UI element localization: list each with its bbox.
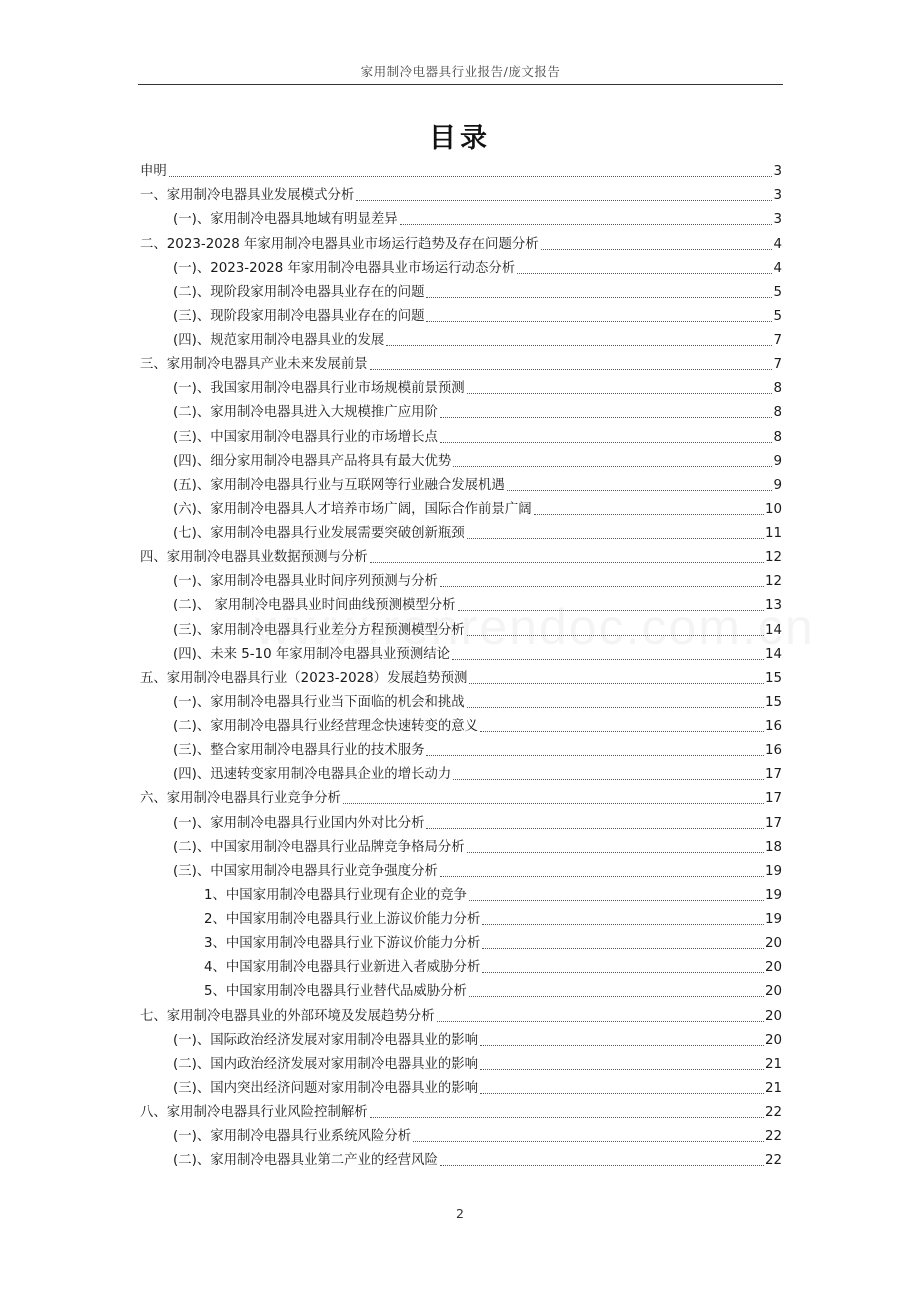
- dot-leader: [480, 731, 764, 732]
- toc-entry[interactable]: [140, 519, 782, 543]
- toc-entry-title: (三)、整合家用制冷电器具行业的技术服务: [173, 743, 425, 759]
- toc-entry-title: 六、家用制冷电器具行业竞争分析: [140, 791, 341, 807]
- toc-entry[interactable]: [140, 205, 782, 229]
- toc-entry-page: 19: [764, 887, 782, 903]
- dot-leader: [480, 1093, 764, 1094]
- toc-entry[interactable]: [140, 881, 782, 905]
- dot-leader: [467, 707, 764, 708]
- toc-entry-page: 19: [764, 912, 782, 927]
- toc-entry[interactable]: [140, 953, 782, 977]
- toc-entry[interactable]: [140, 302, 782, 326]
- toc-entry[interactable]: [140, 1122, 782, 1146]
- toc-entry-page: 20: [764, 1008, 782, 1024]
- toc-entry[interactable]: [140, 736, 782, 760]
- toc-entry[interactable]: [140, 760, 782, 784]
- dot-leader: [169, 176, 773, 177]
- toc-entry-page: 17: [764, 767, 782, 783]
- toc-entry-page: 11: [764, 526, 782, 541]
- dot-leader: [469, 683, 764, 684]
- toc-entry-title: (一)、国际政治经济发展对家用制冷电器具业的影响: [173, 1032, 479, 1048]
- toc-entry-title: (三)、现阶段家用制冷电器具业存在的问题: [173, 308, 425, 324]
- dot-leader: [534, 514, 764, 515]
- dot-leader: [426, 297, 772, 298]
- toc-entry[interactable]: [140, 857, 782, 881]
- toc-entry-page: 10: [764, 501, 782, 517]
- toc-entry-page: 15: [764, 670, 782, 686]
- toc-entry-title: (二)、中国家用制冷电器具行业品牌竞争格局分析: [173, 839, 465, 855]
- toc-entry-page: 4: [773, 236, 782, 252]
- toc-entry-title: (二)、家用制冷电器具业第二产业的经营风险: [173, 1153, 438, 1169]
- toc-entry-page: 20: [764, 1032, 782, 1048]
- toc-entry-page: 12: [764, 574, 782, 590]
- toc-entry-title: (七)、家用制冷电器具行业发展需要突破创新瓶颈: [173, 526, 465, 541]
- toc-entry-title: 五、家用制冷电器具行业（2023-2028）发展趋势预测: [140, 670, 468, 686]
- toc-entry-title: (一)、家用制冷电器具行业国内外对比分析: [173, 815, 425, 831]
- toc-entry[interactable]: [140, 278, 782, 302]
- toc-entry[interactable]: [140, 543, 782, 567]
- toc-entry-title: 1、中国家用制冷电器具行业现有企业的竞争: [204, 887, 467, 903]
- toc-entry[interactable]: [140, 929, 782, 953]
- toc-entry[interactable]: [140, 905, 782, 929]
- toc-entry[interactable]: [140, 181, 782, 205]
- dot-leader: [541, 249, 773, 250]
- toc-entry-title: 八、家用制冷电器具行业风险控制解析: [140, 1105, 368, 1120]
- toc-entry[interactable]: [140, 447, 782, 471]
- dot-leader: [440, 417, 773, 418]
- dot-leader: [453, 466, 772, 467]
- toc-entry-page: 21: [764, 1080, 782, 1096]
- dot-leader: [370, 1117, 764, 1118]
- toc-entry-page: 20: [764, 936, 782, 952]
- dot-leader: [440, 1165, 764, 1166]
- toc-entry[interactable]: [140, 1074, 782, 1098]
- toc-entry-title: 2、中国家用制冷电器具行业上游议价能力分析: [204, 912, 481, 927]
- dot-leader: [469, 900, 764, 901]
- dot-leader: [480, 1045, 764, 1046]
- dot-leader: [440, 876, 764, 877]
- toc-entry-page: 9: [773, 453, 782, 469]
- toc-entry[interactable]: [140, 712, 782, 736]
- toc-entry-page: 5: [773, 284, 782, 300]
- toc-entry-title: (一)、家用制冷电器具行业当下面临的机会和挑战: [173, 694, 465, 710]
- dot-leader: [343, 803, 764, 804]
- dot-leader: [482, 948, 764, 949]
- toc-entry[interactable]: [140, 1098, 782, 1122]
- dot-leader: [480, 1069, 764, 1070]
- toc-entry-page: 17: [764, 791, 782, 807]
- dot-leader: [356, 200, 772, 201]
- toc-entry-page: 22: [764, 1153, 782, 1169]
- toc-entry-title: (二)、 家用制冷电器具业时间曲线预测模型分析: [173, 598, 456, 614]
- toc-entry-title: (五)、家用制冷电器具行业与互联网等行业融合发展机遇: [173, 477, 505, 493]
- toc-entry-title: (三)、国内突出经济问题对家用制冷电器具业的影响: [173, 1080, 479, 1096]
- toc-entry[interactable]: [140, 254, 782, 278]
- toc-entry-page: 9: [773, 477, 782, 493]
- dot-leader: [482, 924, 764, 925]
- watermark: [255, 598, 815, 656]
- toc-entry[interactable]: [140, 784, 782, 808]
- toc-entry-title: (四)、规范家用制冷电器具业的发展: [173, 333, 385, 348]
- toc-entry-title: (三)、中国家用制冷电器具行业的市场增长点: [173, 429, 438, 445]
- dot-leader: [386, 345, 772, 346]
- toc-entry-title: (四)、未来 5-10 年家用制冷电器具业预测结论: [173, 646, 450, 662]
- toc-entry-page: 15: [764, 694, 782, 710]
- toc-entry-title: (二)、现阶段家用制冷电器具业存在的问题: [173, 284, 425, 300]
- toc-entry-page: 3: [773, 212, 782, 228]
- toc-entry-page: 20: [764, 960, 782, 976]
- toc-entry-page: 19: [764, 863, 782, 879]
- toc-entry-page: 14: [764, 622, 782, 638]
- toc-entry[interactable]: [140, 808, 782, 832]
- toc-entry-title: (一)、家用制冷电器具行业系统风险分析: [173, 1129, 412, 1145]
- toc-entry[interactable]: [140, 326, 782, 350]
- toc-entry-title: (一)、家用制冷电器具地域有明显差异: [173, 212, 398, 228]
- dot-leader: [467, 538, 764, 539]
- toc-entry-title: (一)、2023-2028 年家用制冷电器具业市场运行动态分析: [173, 260, 516, 276]
- toc-entry[interactable]: [140, 1001, 782, 1025]
- toc-entry-page: 14: [764, 646, 782, 662]
- toc-entry-title: (一)、家用制冷电器具业时间序列预测与分析: [173, 574, 438, 590]
- toc-entry[interactable]: [140, 1026, 782, 1050]
- toc-entry-title: 4、中国家用制冷电器具行业新进入者威胁分析: [204, 960, 481, 976]
- toc-entry-title: (四)、细分家用制冷电器具产品将具有最大优势: [173, 453, 452, 469]
- toc-entry-title: (六)、家用制冷电器具人才培养市场广阔，国际合作前景广阔: [173, 501, 532, 517]
- toc-entry-page: 8: [773, 381, 782, 397]
- toc-entry[interactable]: [140, 664, 782, 688]
- dot-leader: [440, 586, 764, 587]
- toc-entry-page: 18: [764, 839, 782, 855]
- toc-entry[interactable]: [140, 374, 782, 398]
- toc-entry[interactable]: [140, 229, 782, 253]
- dot-leader: [467, 393, 773, 394]
- dot-leader: [482, 972, 764, 973]
- toc-entry-page: 22: [764, 1129, 782, 1145]
- toc-entry-title: (三)、家用制冷电器具行业差分方程预测模型分析: [173, 622, 465, 638]
- toc-entry-page: 16: [764, 719, 782, 734]
- toc-entry-title: 七、家用制冷电器具业的外部环境及发展趋势分析: [140, 1008, 435, 1024]
- toc-entry[interactable]: [140, 422, 782, 446]
- toc-entry-page: 3: [773, 164, 782, 180]
- dot-leader: [426, 321, 772, 322]
- toc-entry-title: (二)、家用制冷电器具行业经营理念快速转变的意义: [173, 719, 479, 734]
- dot-leader: [452, 659, 764, 660]
- toc-entry-title: (一)、我国家用制冷电器具行业市场规模前景预测: [173, 381, 465, 397]
- toc-entry[interactable]: [140, 688, 782, 712]
- toc-entry-title: 申明: [140, 164, 167, 180]
- dot-leader: [440, 442, 773, 443]
- dot-leader: [437, 1021, 764, 1022]
- toc-entry-page: 8: [773, 429, 782, 445]
- toc-entry[interactable]: [140, 471, 782, 495]
- dot-leader: [400, 224, 773, 225]
- dot-leader: [413, 1141, 764, 1142]
- toc-entry[interactable]: [140, 567, 782, 591]
- toc-entry-page: 7: [773, 357, 782, 373]
- toc-entry[interactable]: [140, 977, 782, 1001]
- toc-entry-page: 4: [773, 260, 782, 276]
- dot-leader: [370, 562, 764, 563]
- toc-entry-page: 17: [764, 815, 782, 831]
- toc-entry-title: (二)、家用制冷电器具进入大规模推广应用阶: [173, 405, 438, 421]
- dot-leader: [467, 852, 764, 853]
- toc-entry-title: 3、中国家用制冷电器具行业下游议价能力分析: [204, 936, 481, 952]
- toc-entry-page: 8: [773, 405, 782, 421]
- toc-entry-page: 21: [764, 1056, 782, 1072]
- toc-entry[interactable]: [140, 398, 782, 422]
- toc-entry[interactable]: [140, 833, 782, 857]
- dot-leader: [426, 828, 763, 829]
- toc-entry-page: 13: [764, 598, 782, 614]
- toc-entry-title: 四、家用制冷电器具业数据预测与分析: [140, 550, 368, 566]
- toc-entry-page: 3: [773, 188, 782, 204]
- toc-entry[interactable]: [140, 350, 782, 374]
- page-number: 2: [456, 1206, 464, 1221]
- toc-entry-title: 5、中国家用制冷电器具行业替代品威胁分析: [204, 984, 467, 1000]
- toc-entry[interactable]: [140, 1050, 782, 1074]
- dot-leader: [426, 755, 763, 756]
- toc-entry-page: 16: [764, 743, 782, 759]
- toc-entry-title: 一、家用制冷电器具业发展模式分析: [140, 188, 355, 204]
- toc-entry[interactable]: [140, 1146, 782, 1170]
- dot-leader: [453, 779, 764, 780]
- header-divider: [138, 84, 783, 85]
- toc-entry-page: 22: [764, 1105, 782, 1120]
- toc-entry-title: (二)、国内政治经济发展对家用制冷电器具业的影响: [173, 1056, 479, 1072]
- toc-entry-page: 7: [773, 333, 782, 348]
- toc-title: 目录: [429, 123, 491, 154]
- toc-entry-page: 20: [764, 984, 782, 1000]
- toc-entry-title: (三)、中国家用制冷电器具行业竞争强度分析: [173, 863, 438, 879]
- toc-list: [140, 157, 782, 1170]
- toc-entry-title: (四)、迅速转变家用制冷电器具企业的增长动力: [173, 767, 452, 783]
- toc-entry[interactable]: [140, 495, 782, 519]
- toc-entry-title: 三、家用制冷电器具产业未来发展前景: [140, 357, 368, 373]
- toc-entry-page: 12: [764, 550, 782, 566]
- dot-leader: [507, 490, 773, 491]
- dot-leader: [370, 369, 773, 370]
- toc-entry[interactable]: [140, 157, 782, 181]
- running-header: 家用制冷电器具行业报告/庞文报告: [360, 64, 561, 79]
- toc-entry-title: 二、2023-2028 年家用制冷电器具业市场运行趋势及存在问题分析: [140, 236, 539, 252]
- dot-leader: [517, 273, 772, 274]
- dot-leader: [469, 996, 764, 997]
- toc-entry-page: 5: [773, 308, 782, 324]
